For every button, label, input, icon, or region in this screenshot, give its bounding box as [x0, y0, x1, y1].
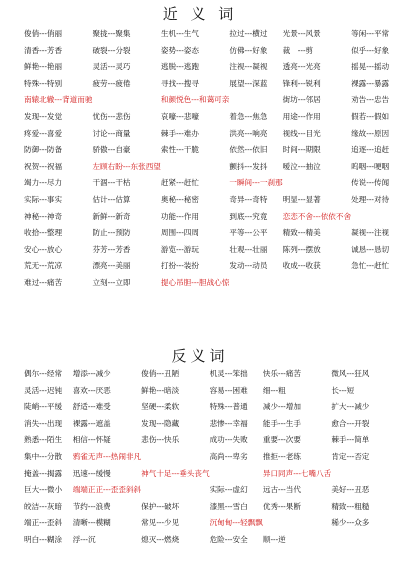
antonym-pair: 相信---怀疑 — [72, 435, 111, 445]
antonym-pair: 灵活---迟钝 — [24, 385, 63, 395]
synonym-pair: 生机---生气 — [160, 29, 199, 38]
antonyms-title: 反义词 — [171, 347, 229, 365]
synonym-pair: 棘手---难办 — [160, 128, 199, 138]
antonym-pair: 消失---出现 — [24, 418, 63, 428]
synonym-pair: 索性---干脆 — [160, 145, 199, 155]
synonym-pair: 诚恳---恳切 — [351, 244, 390, 254]
synonym-pair: 呜咽---哽咽 — [351, 161, 390, 171]
synonym-pair: 一瞬间---一刹那 — [229, 178, 283, 188]
antonym-pair — [263, 519, 331, 536]
synonym-pair: 到底---究竟 — [229, 211, 268, 221]
antonym-pair: 集中---分散 — [24, 451, 63, 461]
antonym-pair: 熟悉---陌生 — [24, 435, 63, 445]
synonym-pair: 忧伤---悲伤 — [92, 111, 131, 121]
synonym-pair: 劝告---忠告 — [351, 95, 390, 105]
synonym-pair: 游览---游玩 — [160, 244, 199, 254]
synonym-pair: 寻找---搜寻 — [160, 78, 199, 88]
antonym-pair: 细---粗 — [262, 385, 286, 395]
antonym-pair — [141, 486, 209, 503]
synonym-pair: 姿势---姿态 — [160, 45, 199, 55]
synonym-pair: 缘故---原因 — [351, 128, 390, 138]
synonym-pair: 奇异---奇特 — [229, 194, 268, 204]
antonym-pair: 优秀---果断 — [262, 501, 301, 511]
antonym-pair: 常见---少见 — [141, 518, 180, 528]
antonym-pair: 陡峭---平缓 — [24, 402, 63, 412]
synonym-pair: 陈列---摆放 — [282, 244, 321, 254]
antonym-pair: 微风---狂风 — [331, 369, 370, 378]
antonym-pair: 神气十足---垂头丧气 — [141, 468, 210, 478]
synonym-pair — [229, 279, 282, 296]
antonym-pair: 保护---破坏 — [141, 501, 180, 511]
antonym-pair: 偶尔---经常 — [24, 369, 63, 378]
synonym-pair: 依然---依旧 — [229, 145, 268, 155]
synonym-pair: 哀嚎---悲嚎 — [160, 111, 199, 121]
synonyms-title: 近 义 词 — [162, 5, 238, 23]
antonym-pair: 棘手---简单 — [331, 435, 370, 445]
synonym-pair: 俊俏---俏丽 — [24, 29, 63, 38]
synonym-pair: 展望---深蓝 — [229, 78, 268, 88]
antonym-pair: 重要---次要 — [262, 435, 301, 445]
antonym-pair: 肯定---否定 — [331, 451, 370, 461]
antonym-pair: 端正---歪斜 — [24, 518, 63, 528]
antonym-pair: 减少---增加 — [262, 402, 301, 412]
synonym-pair — [283, 179, 351, 196]
synonym-pair: 聚拢---聚集 — [92, 29, 131, 38]
antonym-pair: 快乐---痛苦 — [262, 369, 301, 378]
synonym-pair: 荒无---荒凉 — [24, 261, 63, 271]
antonym-pair — [210, 470, 263, 487]
antonym-pair — [331, 536, 380, 553]
synonym-pair: 壮观---壮丽 — [229, 244, 268, 254]
synonym-pair: 似乎---好象 — [351, 45, 390, 55]
antonym-pair: 迅速---缓慢 — [72, 468, 111, 478]
antonym-pair: 成功---失败 — [209, 435, 248, 445]
synonym-pair: 收拾---整理 — [24, 228, 63, 238]
antonym-pair: 远古---当代 — [262, 485, 301, 495]
synonym-pair: 新鲜---新奇 — [92, 211, 131, 221]
synonym-pair — [351, 279, 389, 296]
synonym-pair: 透亮---光亮 — [282, 62, 321, 72]
antonym-pair — [141, 453, 209, 470]
antonym-pair: 容易---困难 — [209, 385, 248, 395]
antonym-pair: 美好---丑恶 — [331, 485, 370, 495]
synonym-pair: 功能---作用 — [160, 211, 199, 221]
synonym-pair — [161, 163, 229, 180]
antonym-pair: 实际---虚幻 — [209, 485, 248, 495]
antonym-pair: 浮---沉 — [72, 534, 96, 544]
synonym-pair — [229, 96, 282, 113]
synonym-pair: 拉过---横过 — [229, 29, 268, 38]
antonym-pair: 增添---减少 — [72, 369, 111, 378]
antonym-pair: 精致---粗糙 — [331, 501, 370, 511]
synonym-pair: 干涸---干枯 — [92, 178, 131, 188]
synonym-pair: 注视---凝视 — [229, 62, 268, 72]
synonym-pair: 嗳泣---抽泣 — [282, 161, 321, 171]
antonym-pair: 推拒---老练 — [262, 451, 301, 461]
synonym-pair: 奥秘---秘密 — [160, 194, 199, 204]
synonym-pair: 假若---假如 — [351, 111, 390, 121]
antonym-pair: 沉甸甸---轻飘飘 — [209, 518, 263, 528]
antonym-pair: 掩盖---揭露 — [24, 468, 63, 478]
synonym-pair: 鲜艳---艳丽 — [24, 62, 63, 72]
antonym-pair: 特殊---普通 — [209, 402, 248, 412]
synonym-pair: 恋恋不舍---依依不舍 — [282, 211, 352, 221]
antonym-pair: 愈合---开裂 — [331, 418, 370, 428]
synonyms-table — [24, 29, 390, 296]
synonym-pair: 神秘---神奇 — [24, 211, 63, 221]
synonym-pair: 祝贺---祝福 — [24, 161, 63, 171]
antonym-pair: 异口同声---七嘴八舌 — [262, 468, 332, 478]
antonym-pair: 悲伤---快乐 — [141, 435, 180, 445]
synonym-pair: 疲劳---疲倦 — [92, 78, 131, 88]
antonym-pair: 鲜艳---暗淡 — [141, 385, 180, 395]
antonym-pair: 喜欢---厌恶 — [72, 385, 111, 395]
antonym-pair: 巨大---微小 — [24, 485, 63, 495]
synonym-pair: 裁 ---剪 — [282, 45, 314, 55]
antonym-pair: 裸露---遮盖 — [72, 418, 111, 428]
synonym-pair: 追逐---追赶 — [351, 145, 390, 155]
antonym-pair: 漆黑---雪白 — [209, 501, 248, 511]
synonym-pair: 裸露---暴露 — [351, 78, 390, 88]
synonym-pair: 发现---发觉 — [24, 111, 63, 121]
synonym-pair — [283, 279, 351, 296]
synonym-pair: 难过---痛苦 — [24, 277, 63, 287]
antonym-pair: 坚硬---柔软 — [141, 402, 180, 412]
antonym-pair: 节约---浪费 — [72, 501, 111, 511]
synonym-pair: 颤抖---发抖 — [229, 161, 268, 171]
antonym-pair: 舒适---难受 — [72, 402, 111, 412]
antonym-pair: 端端正正---歪歪斜斜 — [72, 485, 142, 495]
synonym-pair: 防御---防备 — [24, 145, 63, 155]
synonym-pair: 街坊---邻居 — [282, 95, 321, 105]
antonym-pair: 危险---安全 — [209, 534, 248, 544]
synonym-pair: 光景---风景 — [282, 29, 321, 38]
synonym-pair: 估计---估算 — [92, 194, 131, 204]
antonym-pair: 长---短 — [331, 385, 355, 395]
synonym-pair: 逃脱---逃跑 — [160, 62, 199, 72]
antonym-pair: 俊俏---丑陋 — [141, 369, 180, 378]
synonym-pair: 防止---预防 — [92, 228, 131, 238]
synonym-pair: 收成---收获 — [282, 261, 321, 271]
antonym-pair: 稀少---众多 — [331, 518, 370, 528]
synonym-pair: 立刻---立即 — [92, 277, 131, 287]
synonym-pair: 急忙---赶忙 — [351, 261, 390, 271]
antonym-pair — [331, 470, 380, 487]
antonym-pair: 鸦雀无声---热闹非凡 — [72, 451, 142, 461]
synonym-pair: 时间---期限 — [282, 145, 321, 155]
synonym-pair: 明显---显著 — [282, 194, 321, 204]
synonym-pair: 着急---焦急 — [229, 111, 268, 121]
synonym-pair: 用途---作用 — [282, 111, 321, 121]
synonym-pair: 芬芳---芳香 — [92, 244, 131, 254]
synonym-pair: 疼爱---喜爱 — [24, 128, 63, 138]
synonym-pair: 锋利---锐利 — [282, 78, 321, 88]
synonym-pair: 视线---目光 — [282, 128, 321, 138]
synonym-pair: 安心---放心 — [24, 244, 63, 254]
synonym-pair: 漂亮---美丽 — [92, 261, 131, 271]
antonym-pair: 顺---逆 — [262, 534, 286, 544]
antonym-pair: 发现---隐藏 — [141, 418, 180, 428]
antonym-pair: 明白---糊涂 — [24, 534, 63, 544]
synonym-pair: 清香---芳香 — [24, 45, 63, 55]
antonym-pair: 清晰---模糊 — [72, 518, 111, 528]
synonym-pair: 特殊---特别 — [24, 78, 63, 88]
antonym-pair: 扩大---减少 — [331, 402, 370, 412]
synonym-pair: 骄傲---自豪 — [92, 145, 131, 155]
synonym-pair: 摇晃---摇动 — [351, 62, 390, 72]
synonym-pair — [92, 96, 160, 113]
synonym-pair: 打扮---装扮 — [160, 261, 199, 271]
synonym-pair: 和颜悦色---和蔼可亲 — [160, 95, 230, 105]
antonym-pair: 能手---生手 — [262, 418, 301, 428]
synonym-pair: 赶紧---赶忙 — [160, 178, 199, 188]
synonym-pair: 精致---精美 — [282, 228, 321, 238]
antonym-pair: 悲惨---幸福 — [209, 418, 248, 428]
synonym-pair — [351, 213, 389, 230]
synonym-pair: 实际---事实 — [24, 194, 63, 204]
antonyms-table — [24, 370, 380, 553]
synonym-pair: 仿佛---好象 — [229, 45, 268, 55]
synonym-pair: 左顾右盼---东张西望 — [92, 161, 161, 171]
synonym-pair: 传说---传闻 — [351, 178, 390, 188]
synonym-pair: 等闲---平常 — [351, 29, 390, 38]
synonym-pair: 洪亮---响亮 — [229, 128, 268, 138]
synonym-pair: 南辕北辙---背道而驰 — [24, 95, 93, 105]
antonym-pair: 机灵---笨拙 — [209, 369, 248, 378]
synonym-pair: 破裂---分裂 — [92, 45, 131, 55]
antonym-pair: 高尚---卑劣 — [209, 451, 248, 461]
synonym-pair: 周围---四周 — [160, 228, 199, 238]
antonym-pair: 熄灭---燃烧 — [141, 534, 180, 544]
synonym-pair: 竭力---尽力 — [24, 178, 63, 188]
synonym-pair: 提心吊胆---胆战心惊 — [160, 277, 230, 287]
synonym-pair: 平等---公平 — [229, 228, 268, 238]
synonym-pair: 讨论---商量 — [92, 128, 131, 138]
synonym-pair: 灵活---灵巧 — [92, 62, 131, 72]
synonym-pair: 凝视---注视 — [351, 228, 390, 238]
synonym-pair: 处理---对待 — [351, 194, 390, 204]
synonym-pair: 发动---动员 — [229, 261, 268, 271]
antonym-pair: 皎洁---灰暗 — [24, 501, 63, 511]
